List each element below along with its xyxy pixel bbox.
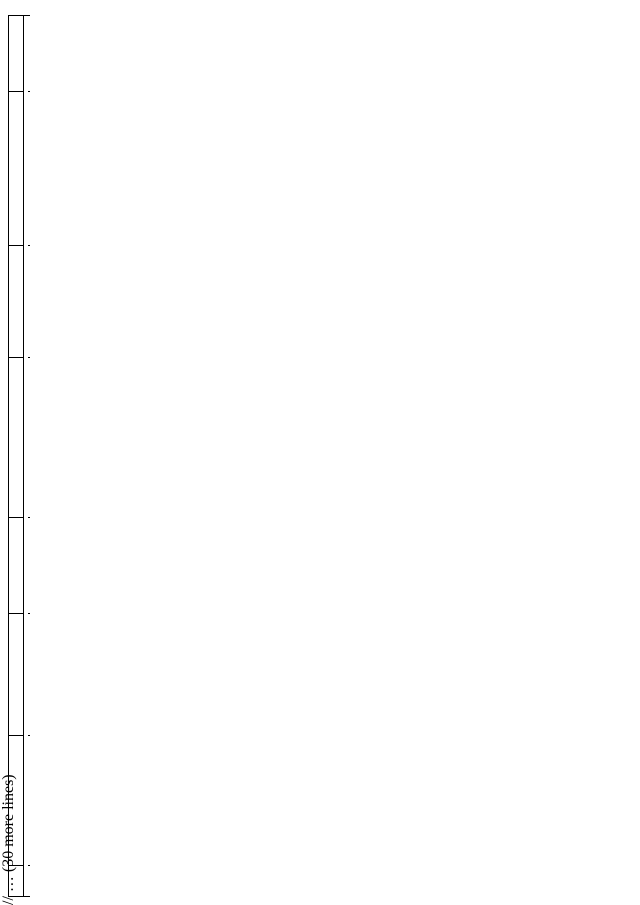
column-header-1: [9, 866, 24, 897]
bill-title: [28, 736, 30, 866]
column-header-4: [9, 518, 24, 614]
column-header-3: [9, 614, 24, 736]
bill-date-number: [28, 518, 30, 614]
rotated-landscape-content: // … (30 more lines): [0, 0, 640, 905]
column-header-8: [9, 16, 24, 92]
column-header-2: [9, 736, 24, 866]
column-header-7: [9, 92, 24, 246]
header-row: [9, 16, 24, 897]
planned-month: [28, 16, 30, 92]
column-header-5: [9, 358, 24, 518]
bill-initiator: [28, 614, 30, 736]
table-row: [28, 16, 30, 897]
column-header-6: [9, 246, 24, 358]
column-6-cell: [28, 246, 30, 358]
legislation-plan-table: [8, 15, 30, 897]
row-number: [28, 866, 30, 897]
responsible-committee: [28, 358, 30, 518]
bill-status: [28, 92, 30, 246]
